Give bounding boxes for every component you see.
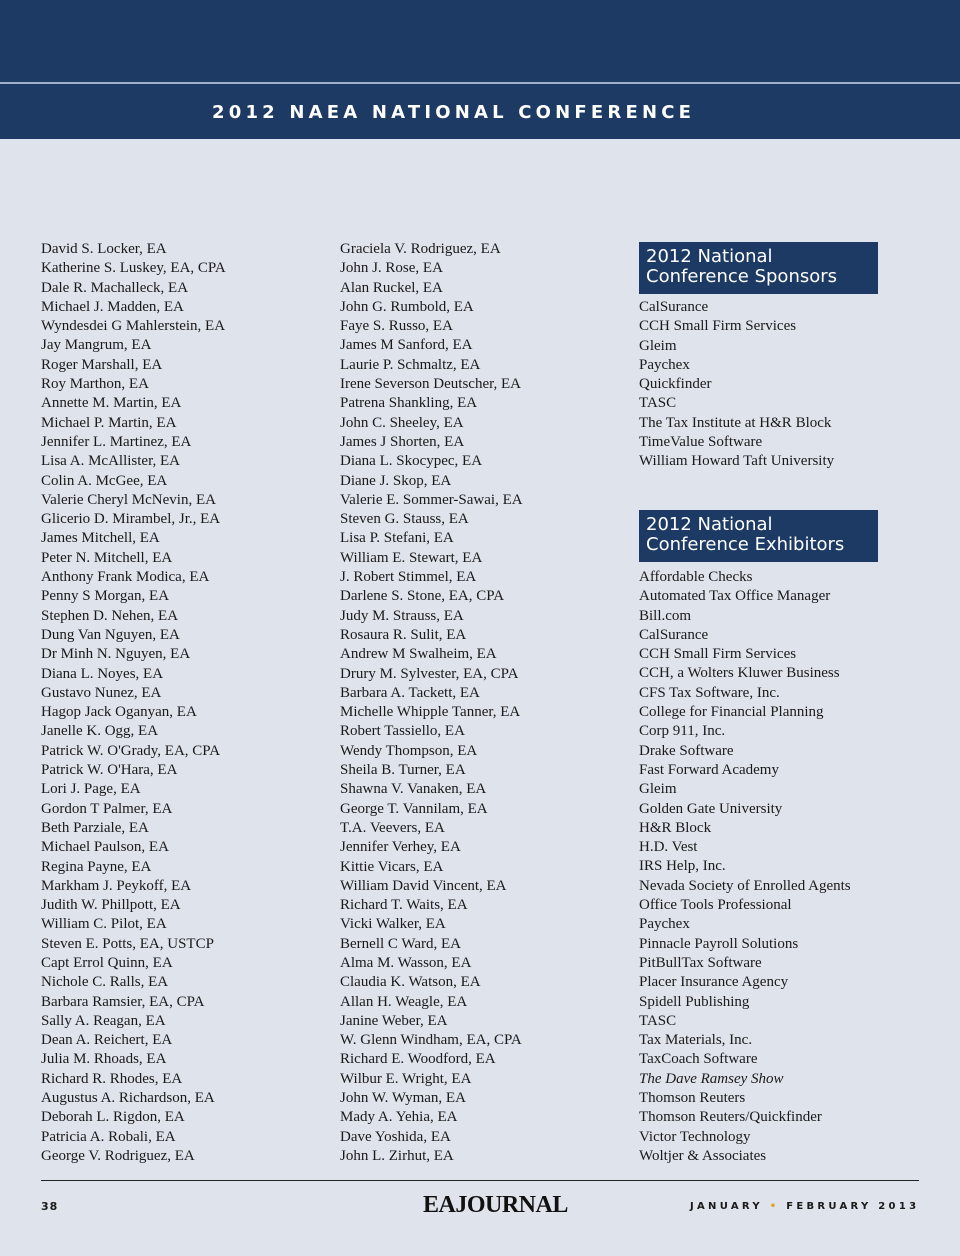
attendee-name: George T. Vannilam, EA <box>340 800 488 817</box>
attendee-name: Darlene S. Stone, EA, CPA <box>340 588 505 605</box>
exhibitor-item: Nevada Society of Enrolled Agents <box>639 877 851 894</box>
attendee-name: Andrew M Swalheim, EA <box>340 646 497 663</box>
journal-logo: EAJOURNAL <box>423 1192 568 1218</box>
exhibitor-item: TASC <box>639 1012 677 1029</box>
exhibitor-item: H.D. Vest <box>639 839 698 856</box>
attendee-name: James M Sanford, EA <box>340 337 473 354</box>
exhibitor-item: Thomson Reuters/Quickfinder <box>639 1109 822 1126</box>
attendee-name: Roger Marshall, EA <box>41 356 163 373</box>
exhibitor-item: CFS Tax Software, Inc. <box>639 684 780 701</box>
attendee-name: T.A. Veevers, EA <box>340 819 445 836</box>
attendee-name: Nichole C. Ralls, EA <box>41 974 169 991</box>
attendee-name: Hagop Jack Oganyan, EA <box>41 704 197 721</box>
attendee-name: John W. Wyman, EA <box>340 1090 466 1107</box>
exhibitor-item: H&R Block <box>639 819 712 836</box>
exhibitor-item: TaxCoach Software <box>639 1051 758 1068</box>
attendee-name: Janine Weber, EA <box>340 1012 448 1029</box>
attendee-name: Sally A. Reagan, EA <box>41 1012 166 1029</box>
attendee-name: James Mitchell, EA <box>41 530 160 547</box>
attendee-name: Regina Payne, EA <box>41 858 152 875</box>
attendee-name: Patricia A. Robali, EA <box>41 1128 176 1145</box>
issue-date <box>690 1201 919 1212</box>
attendee-name: Sheila B. Turner, EA <box>340 762 466 779</box>
attendee-name: Lisa A. McAllister, EA <box>41 453 180 470</box>
attendee-name: Robert Tassiello, EA <box>340 723 465 740</box>
exhibitor-item: CCH, a Wolters Kluwer Business <box>639 665 840 682</box>
attendee-name: Michael Paulson, EA <box>41 839 169 856</box>
attendee-name: George V. Rodriguez, EA <box>41 1147 195 1164</box>
attendee-name: Annette M. Martin, EA <box>41 395 182 412</box>
sponsors-heading-line2: Conference Sponsors <box>646 266 838 287</box>
issue-separator-dot: • <box>769 1201 780 1212</box>
attendee-name: Judith W. Phillpott, EA <box>41 897 181 914</box>
attendee-name: Diane J. Skop, EA <box>340 472 452 489</box>
exhibitors-heading-line2: Conference Exhibitors <box>646 534 845 555</box>
exhibitor-item: Tax Materials, Inc. <box>639 1032 753 1049</box>
exhibitor-item: PitBullTax Software <box>639 954 762 971</box>
attendee-name: Julia M. Rhoads, EA <box>41 1051 167 1068</box>
exhibitor-item: Affordable Checks <box>639 569 753 585</box>
attendee-name: Barbara Ramsier, EA, CPA <box>41 993 205 1010</box>
attendee-name: Peter N. Mitchell, EA <box>41 549 173 566</box>
attendee-name: Janelle K. Ogg, EA <box>41 723 159 740</box>
sponsors-heading <box>639 242 878 294</box>
attendee-name: William E. Stewart, EA <box>340 549 483 566</box>
attendee-name: Richard E. Woodford, EA <box>340 1051 496 1068</box>
attendee-name: Judy M. Strauss, EA <box>340 607 464 624</box>
attendee-name: Jennifer L. Martinez, EA <box>41 433 192 450</box>
attendee-name: Mady A. Yehia, EA <box>340 1109 458 1126</box>
attendee-name: Capt Errol Quinn, EA <box>41 954 173 971</box>
attendee-name: Stephen D. Nehen, EA <box>41 607 179 624</box>
attendee-name: Glicerio D. Mirambel, Jr., EA <box>41 511 221 528</box>
attendee-name: Dave Yoshida, EA <box>340 1128 451 1145</box>
attendee-name: J. Robert Stimmel, EA <box>340 569 477 586</box>
attendee-name: Shawna V. Vanaken, EA <box>340 781 487 798</box>
attendee-name: Dean A. Reichert, EA <box>41 1032 173 1049</box>
issue-rest: FEBRUARY 2013 <box>786 1201 920 1212</box>
sponsor-item: The Tax Institute at H&R Block <box>639 414 832 431</box>
attendee-name: John J. Rose, EA <box>340 260 443 277</box>
exhibitors-list <box>639 568 851 1166</box>
attendee-name: Kittie Vicars, EA <box>340 858 444 875</box>
attendee-name: Beth Parziale, EA <box>41 819 149 836</box>
attendee-name: Michael P. Martin, EA <box>41 414 177 431</box>
sponsor-item: Paychex <box>639 356 690 373</box>
page-number: 38 <box>41 1200 59 1213</box>
attendee-name: Colin A. McGee, EA <box>41 472 168 489</box>
sponsor-item: TASC <box>639 395 677 412</box>
attendee-name: Valerie E. Sommer-Sawai, EA <box>340 491 523 508</box>
attendee-name: Alma M. Wasson, EA <box>340 954 472 971</box>
footer-divider-rule <box>41 1180 919 1181</box>
attendee-name: Jay Mangrum, EA <box>41 337 152 354</box>
sponsors-heading-line1: 2012 National <box>646 246 773 267</box>
attendee-name: Rosaura R. Sulit, EA <box>340 626 467 643</box>
attendee-name: Roy Marthon, EA <box>41 376 149 393</box>
attendee-name: Lori J. Page, EA <box>41 781 141 798</box>
attendee-name: Markham J. Peykoff, EA <box>41 877 192 894</box>
exhibitor-item: Golden Gate University <box>639 800 783 817</box>
attendee-name: Bernell C Ward, EA <box>340 935 461 952</box>
attendee-name: Vicki Walker, EA <box>340 916 446 933</box>
attendee-name: Richard T. Waits, EA <box>340 897 468 914</box>
attendee-name: Alan Ruckel, EA <box>340 279 443 296</box>
attendee-name: Dale R. Machalleck, EA <box>41 279 189 296</box>
exhibitor-item: CCH Small Firm Services <box>639 646 797 663</box>
attendee-name: William C. Pilot, EA <box>41 916 167 933</box>
attendee-name: Lisa P. Stefani, EA <box>340 530 454 547</box>
attendee-name: Anthony Frank Modica, EA <box>41 569 210 586</box>
exhibitor-item: Automated Tax Office Manager <box>639 588 831 605</box>
attendee-name: David S. Locker, EA <box>41 241 167 257</box>
attendee-name: Graciela V. Rodriguez, EA <box>340 241 501 257</box>
attendee-name: Allan H. Weagle, EA <box>340 993 468 1010</box>
exhibitors-heading-line1: 2012 National <box>646 514 773 535</box>
sponsor-item: TimeValue Software <box>639 434 763 451</box>
exhibitor-item: Thomson Reuters <box>639 1090 746 1107</box>
attendee-name: John L. Zirhut, EA <box>340 1147 454 1164</box>
attendee-name: Dung Van Nguyen, EA <box>41 626 180 643</box>
attendee-name: Jennifer Verhey, EA <box>340 839 461 856</box>
attendee-name: Patrick W. O'Grady, EA, CPA <box>41 742 221 759</box>
attendee-name: Drury M. Sylvester, EA, CPA <box>340 665 519 682</box>
attendee-name: Steven G. Stauss, EA <box>340 511 469 528</box>
attendee-name: Dr Minh N. Nguyen, EA <box>41 646 191 663</box>
attendee-list-column-2 <box>340 240 523 1166</box>
sponsor-item: CCH Small Firm Services <box>639 318 797 335</box>
attendee-name: John C. Sheeley, EA <box>340 414 464 431</box>
attendee-name: John G. Rumbold, EA <box>340 298 474 315</box>
attendee-name: Faye S. Russo, EA <box>340 318 453 335</box>
attendee-name: James J Shorten, EA <box>340 433 465 450</box>
exhibitor-item: Placer Insurance Agency <box>639 974 789 991</box>
sponsor-item: Quickfinder <box>639 376 712 393</box>
sponsor-item: CalSurance <box>639 299 709 315</box>
attendee-name: Michael J. Madden, EA <box>41 298 184 315</box>
exhibitor-item: Spidell Publishing <box>639 993 750 1010</box>
attendee-name: Penny S Morgan, EA <box>41 588 170 605</box>
attendee-name: Valerie Cheryl McNevin, EA <box>41 491 216 508</box>
attendee-list-column-1 <box>41 240 226 1166</box>
exhibitor-item: Corp 911, Inc. <box>639 723 726 740</box>
attendee-name: Wendy Thompson, EA <box>340 742 478 759</box>
sponsor-item: William Howard Taft University <box>639 453 835 470</box>
attendee-name: Irene Severson Deutscher, EA <box>340 376 521 393</box>
banner-title: 2012 NAEA NATIONAL CONFERENCE <box>212 102 696 123</box>
exhibitor-item: Gleim <box>639 781 677 798</box>
attendee-name: Gustavo Nunez, EA <box>41 684 162 701</box>
attendee-name: Diana L. Skocypec, EA <box>340 453 483 470</box>
sponsor-item: Gleim <box>639 337 677 354</box>
sponsors-list <box>639 298 834 472</box>
issue-month: JANUARY <box>690 1201 763 1212</box>
attendee-name: Wilbur E. Wright, EA <box>340 1070 472 1087</box>
attendee-name: Diana L. Noyes, EA <box>41 665 164 682</box>
attendee-name: Claudia K. Watson, EA <box>340 974 481 991</box>
exhibitor-item: Victor Technology <box>639 1128 751 1145</box>
attendee-name: Patrena Shankling, EA <box>340 395 478 412</box>
attendee-name: Deborah L. Rigdon, EA <box>41 1109 185 1126</box>
exhibitor-item: Bill.com <box>639 607 692 624</box>
attendee-name: Patrick W. O'Hara, EA <box>41 762 178 779</box>
attendee-name: Wyndesdei G Mahlerstein, EA <box>41 318 226 335</box>
exhibitor-item: Woltjer & Associates <box>639 1147 767 1164</box>
exhibitor-item: Paychex <box>639 916 690 933</box>
exhibitor-item: Pinnacle Payroll Solutions <box>639 935 799 952</box>
attendee-name: Michelle Whipple Tanner, EA <box>340 704 521 721</box>
attendee-name: Laurie P. Schmaltz, EA <box>340 356 481 373</box>
exhibitor-item: Fast Forward Academy <box>639 761 779 778</box>
attendee-name: William David Vincent, EA <box>340 877 507 894</box>
attendee-name: Augustus A. Richardson, EA <box>41 1090 215 1107</box>
exhibitor-item: The Dave Ramsey Show <box>639 1070 784 1087</box>
attendee-name: Katherine S. Luskey, EA, CPA <box>41 260 226 277</box>
exhibitors-heading <box>639 510 878 562</box>
exhibitor-item: Office Tools Professional <box>639 897 792 914</box>
attendee-name: W. Glenn Windham, EA, CPA <box>340 1032 522 1049</box>
attendee-name: Barbara A. Tackett, EA <box>340 684 480 701</box>
top-color-band <box>0 0 960 82</box>
attendee-name: Richard R. Rhodes, EA <box>41 1070 183 1087</box>
exhibitor-item: College for Financial Planning <box>639 704 824 721</box>
attendee-name: Steven E. Potts, EA, USTCP <box>41 935 214 952</box>
attendee-name: Gordon T Palmer, EA <box>41 800 173 817</box>
exhibitor-item: IRS Help, Inc. <box>639 858 726 875</box>
exhibitor-item: CalSurance <box>639 626 709 643</box>
exhibitor-item: Drake Software <box>639 742 734 759</box>
